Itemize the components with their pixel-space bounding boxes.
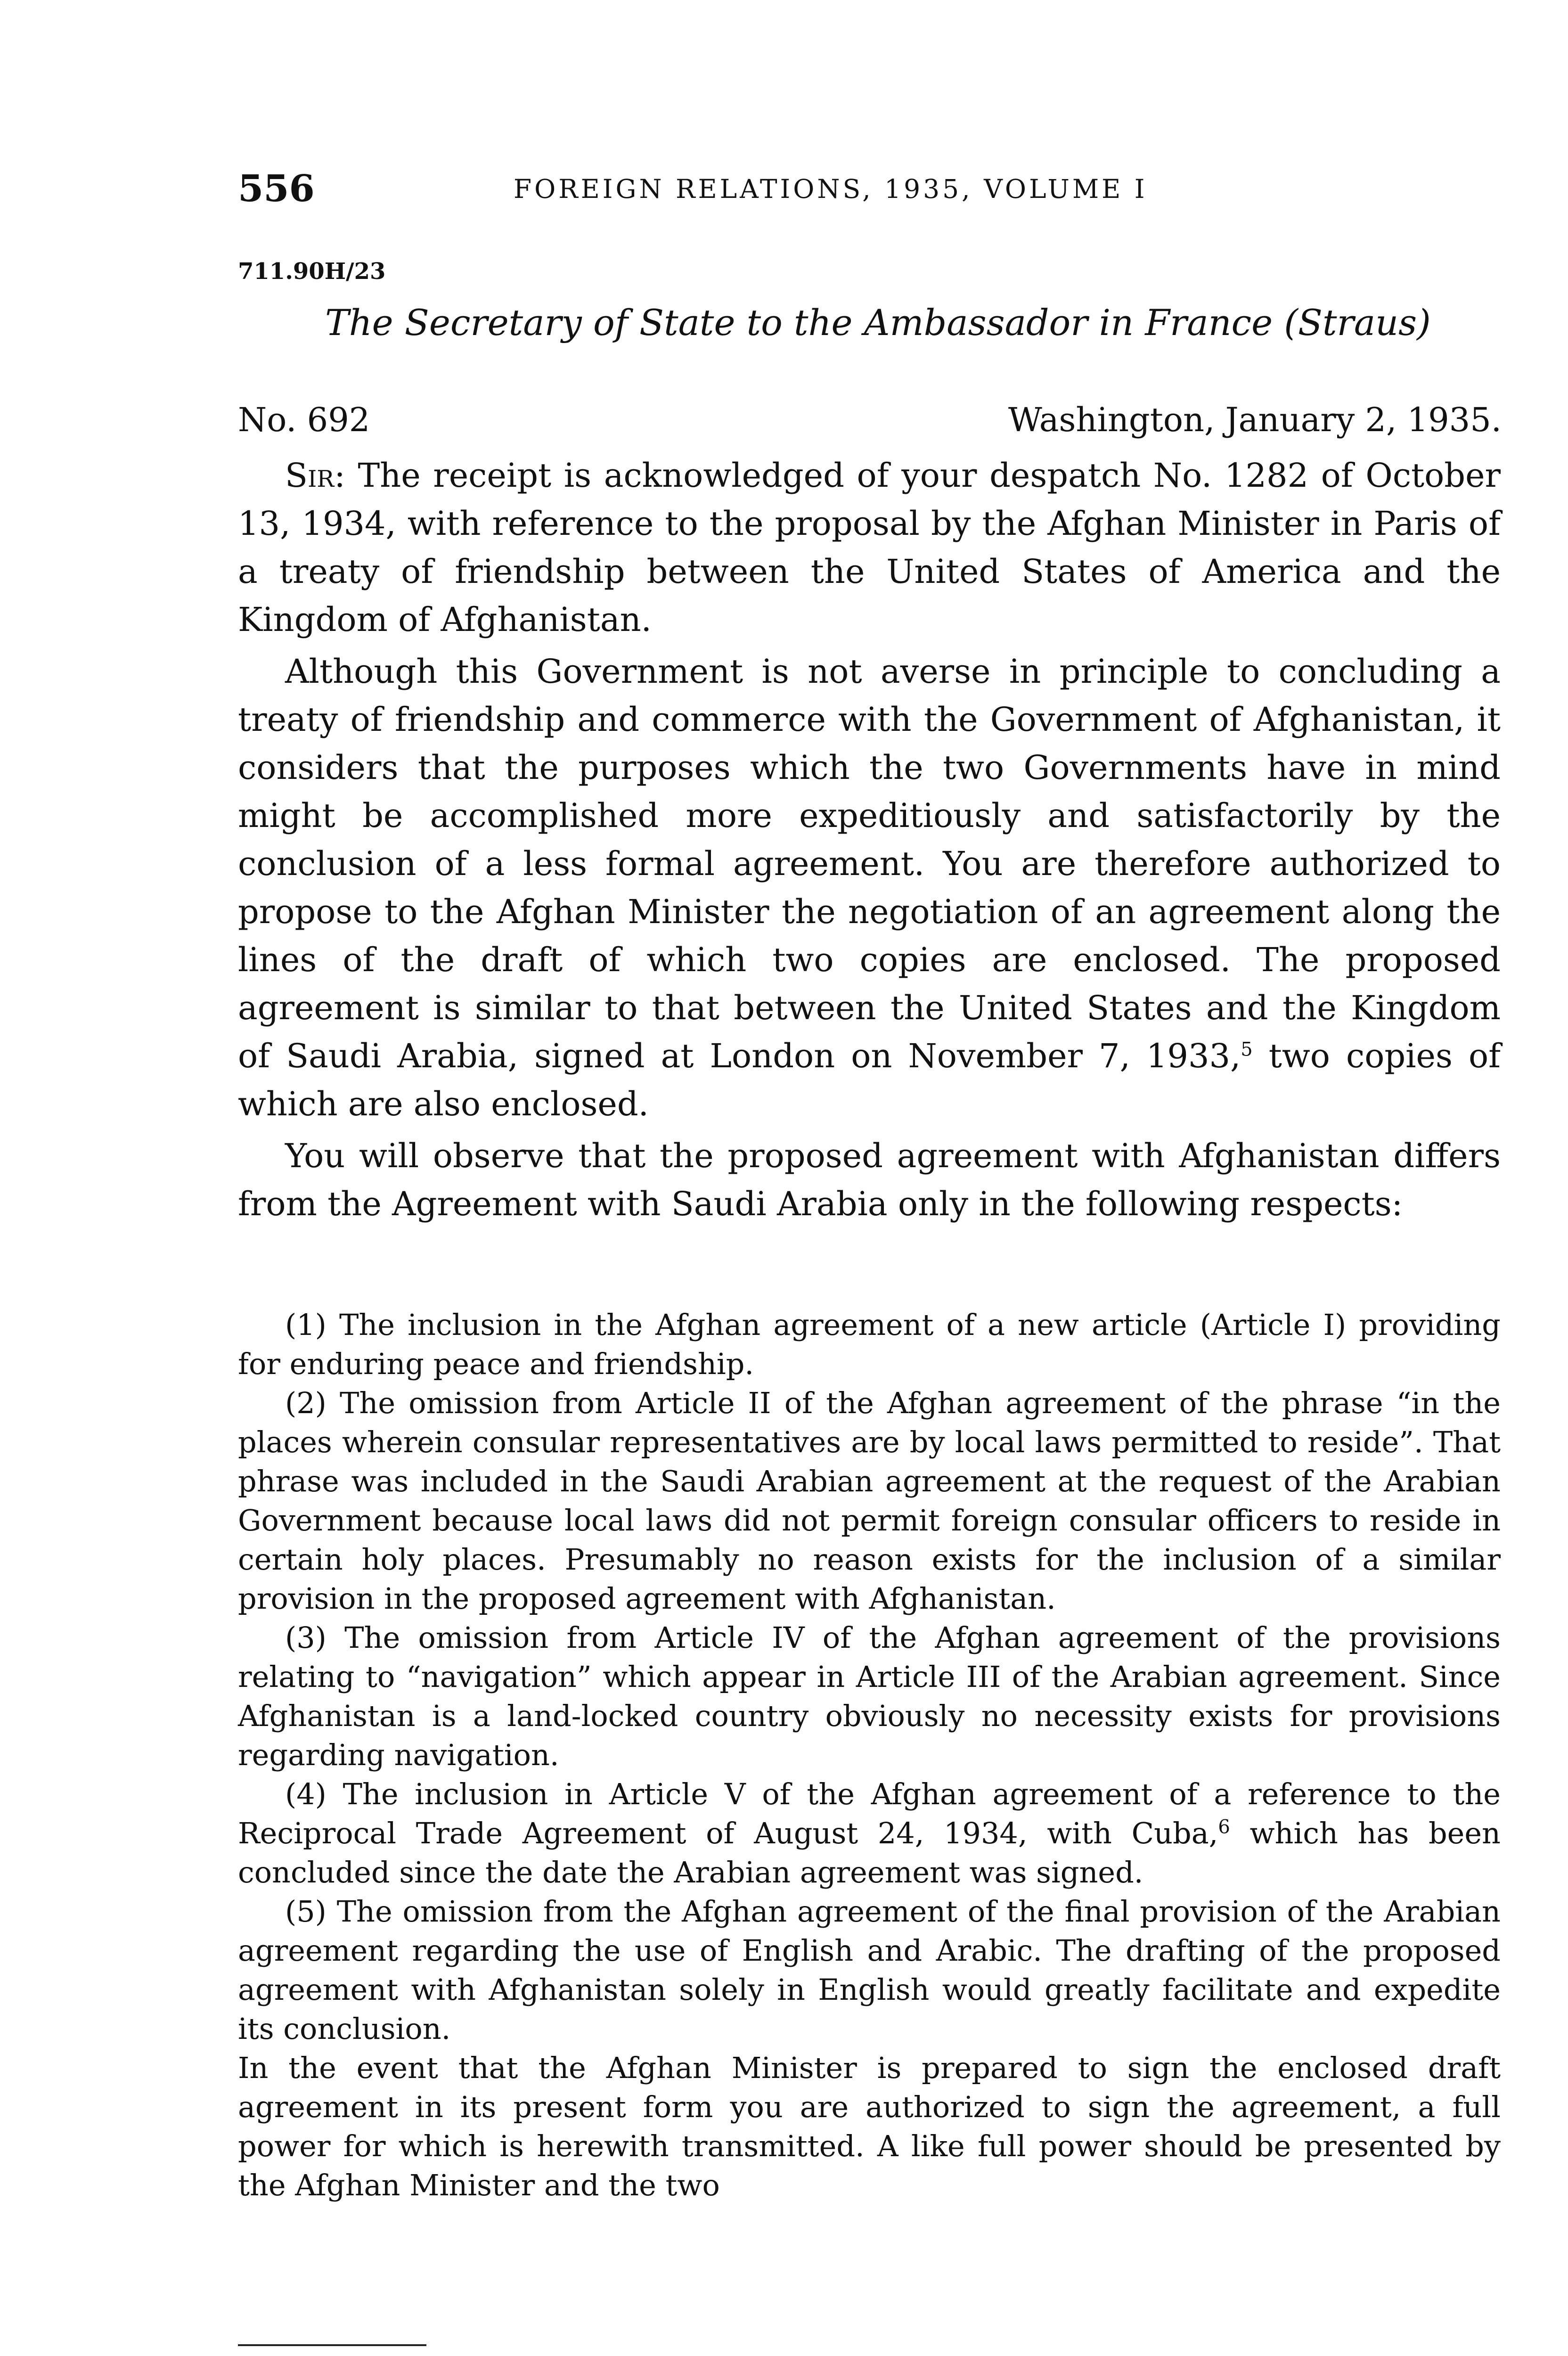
- paragraph-2-text: Although this Government is not averse in principle to concluding a treaty of friendship and commerce with the Government of Afghanistan, it considers that the purposes which the two Governments have in mind might be accomplished more expeditiously and satisfactorily by the conclusion of a less formal agreement. You are therefore authorized to propose to the Afghan Minister the negotiation of an agreement along the lines of the draft of which two copies are enclosed. The proposed agreement is similar to that between the United States and the Kingdom of Saudi Arabia, signed at London on November 7, 1933,: [238, 652, 1501, 1075]
- paragraph-2-tail: two copies of which are also enclosed.: [238, 1037, 1501, 1123]
- paragraph-1-text: The receipt is acknowledged of your despatch No. 1282 of October 13, 1934, with reference to the proposal by the Afghan Minister in Paris of a treaty of friendship between the United States of America and the Kingdom of Afghanistan.: [238, 456, 1501, 639]
- page-header: [238, 167, 1505, 214]
- list-item: (3) The omission from Article IV of the Afghan agreement of the provisions relating to “navigation” which appear in Article III of the Arabian agreement. Since Afghanistan is a land-locked country obviously no necessity exists for provisions regarding navigation.: [238, 1620, 1501, 1772]
- document-title: The Secretary of State to the Ambassador in France (Straus): [325, 302, 1431, 344]
- running-head: FOREIGN RELATIONS, 1935, VOLUME I: [514, 174, 1148, 204]
- place-date: Washington, January 2, 1935.: [1008, 401, 1502, 439]
- footnote-rule: [238, 2344, 426, 2346]
- list-item-text: (4) The inclusion in Article V of the Afghan agreement of a reference to the Reciprocal Trade Agreement of August 24, 1934, with Cuba,: [238, 1777, 1501, 1850]
- footnote-ref-5: 5: [1241, 1039, 1253, 1061]
- list-item: (2) The omission from Article II of the Afghan agreement of the phrase “in the places wherein consular representatives are by local laws permitted to reside”. That phrase was included in the Saudi Arabian agreement at the request of the Arabian Government because local laws did not permit foreign consular officers to reside in certain holy places. Presumably no reason exists for the inclusion of a similar provision in the proposed agreement with Afghanistan.: [238, 1386, 1501, 1616]
- list-item: (1) The inclusion in the Afghan agreement of a new article (Article I) providing for enduring peace and friendship.: [238, 1308, 1501, 1381]
- footnote-ref-6: 6: [1218, 1816, 1230, 1838]
- file-number: 711.90H/23: [238, 258, 386, 285]
- closing-paragraph: In the event that the Afghan Minister is prepared to sign the enclosed draft agreement in its present form you are authorized to sign the agreement, a full power for which is herewith transmitted. A like full power should be presented by the Afghan Minister and the two: [238, 2051, 1501, 2202]
- list-item-tail: which has been concluded since the date the Arabian agreement was signed.: [238, 1816, 1501, 1890]
- paragraph-2: [238, 647, 1501, 1128]
- letter-body: [238, 451, 1501, 1232]
- paragraph-3: You will observe that the proposed agreement with Afghanistan differs from the Agreement with Saudi Arabia only in the following respects:: [238, 1137, 1501, 1223]
- respects-list: [238, 1305, 1501, 2205]
- page-number: 556: [238, 167, 315, 210]
- doc-number: No. 692: [238, 401, 370, 439]
- salutation: Sir:: [285, 456, 345, 495]
- list-item: [238, 1775, 1501, 1892]
- list-item: (5) The omission from the Afghan agreement of the final provision of the Arabian agreement regarding the use of English and Arabic. The drafting of the proposed agreement with Afghanistan solely in English would greatly facilitate and expedite its conclusion.: [238, 1894, 1501, 2046]
- paragraph-1: [238, 451, 1501, 644]
